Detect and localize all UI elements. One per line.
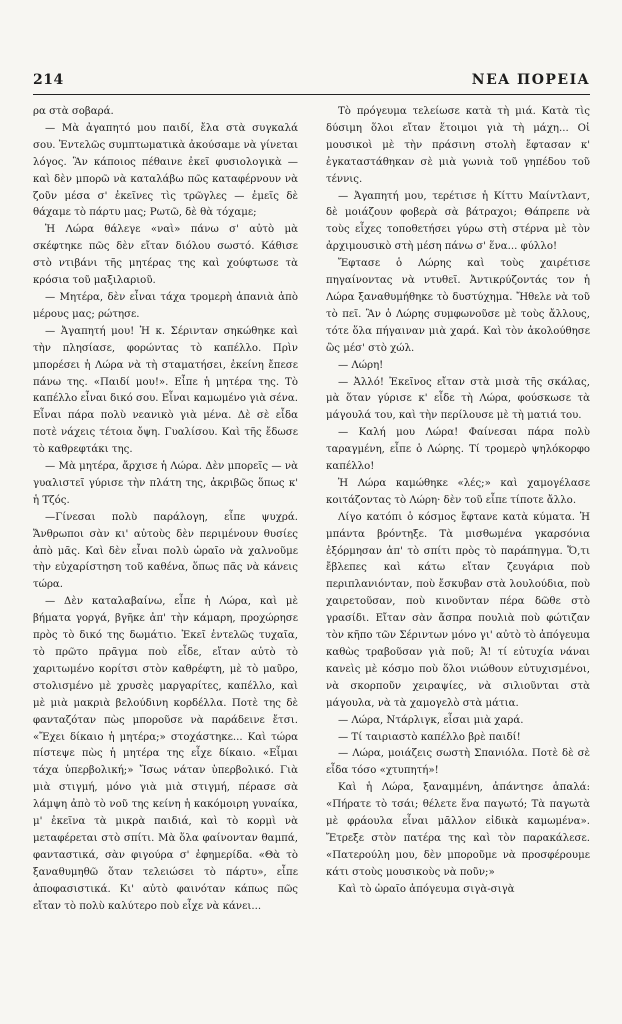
paragraph: — Μητέρα, δὲν εἶναι τάχα τρομερὴ ἀπανιὰ ἀπὸ μέρους μας; ρώτησε.	[33, 291, 298, 320]
paragraph: — Μὰ μητέρα, ἄρχισε ἡ Λώρα. Δὲν μπορεῖς — νὰ γυαλιστεῖ γύρισε τὴν πλάτη της, ἀκριβῶς ὅπως κ' ἡ Τζός.	[33, 461, 298, 506]
paragraph: — Ἀγαπητή μου, τερέτισε ἡ Κίττυ Μαίντλαντ, δὲ μοιάζουν φοβερὰ σὰ βάτραχοι; Θάπρεπε νὰ τοὺς εἶχες τοποθετήσει γύρω στὴ στέρνα μὲ τὸν ἀρχιμουσικὸ στὴ μέση πάνω σ' ἕνα... φύλλο!	[326, 190, 590, 253]
paragraph: — Δὲν καταλαβαίνω, εἶπε ἡ Λώρα, καὶ μὲ βήματα γοργά, βγῆκε ἀπ' τὴν κάμαρη, προχώρησε πρὸς τὸ δικό της δωμάτιο. Ἐκεῖ ἐντελῶς τυχαῖα, τὸ πρῶτο πρᾶγμα ποὺ εἶδε, εἴταν αὐτὸ τὸ χαριτωμένο κορίτσι στὸν καθρέφτη, μὲ τὸ μαῦρο, στολισμένο μὲ χρυσὲς μαργαρίτες, καπέλλο, καὶ μὲ μιὰ μακριὰ βελούδινη κορδέλλα. Ποτὲ της δὲ φανταζόταν πὼς μποροῦσε νὰ παράδεινε ἔτσι. «Ἔχει δίκαιο ἡ μητέρα;» στοχάστηκε... Καὶ τώρα πίστεψε πὼς ἡ μητέρα της εἶχε δίκαιο. «Εἶμαι τάχα ὑπερβολική;» Ἴσως νάταν ὑπερβολικό. Γιὰ μιὰ στιγμή, μόνο γιὰ μιὰ στιγμή, πέρασε σὰ λάμψη ἀπὸ τὸ νοῦ της κείνη ἡ κακόμοιρη γυναίκα, μ' ἐκεῖνα τὰ μικρὰ παιδιά, καὶ τὸ κορμὶ νὰ μεταφέρεται στὸ σπίτι. Μὰ ὅλα φαίνονταν θαμπά, φανταστικά, σὰν φιγούρα σ' ἐφημερίδα. «Θὰ τὸ ξαναθυμηθῶ ὅταν τελειώσει τὸ πάρτυ», εἶπε ἀποφασιστικά. Κι' αὐτὸ φαινόταν κάπως πῶς εἴταν τὸ πολὺ καλύτερο ποὺ εἶχε νὰ κάνει...	[33, 596, 298, 912]
page-number: 214	[33, 72, 64, 88]
paragraph: Καὶ ἡ Λώρα, ξαναμμένη, ἀπάντησε ἁπαλά: «Πήρατε τὸ τσάι; θέλετε ἕνα παγωτό; Τὰ παγωτὰ μὲ φράουλα εἶναι μᾶλλον εἰδικὰ καμωμένα». Ἔτρεξε στὸν πατέρα της καὶ τὸν παρακάλεσε. «Πατερούλη μου, δὲν μποροῦμε νὰ προσφέρουμε κάτι στοὺς μουσικοὺς νὰ ποῦν;»	[326, 782, 590, 878]
paragraph: Λίγο κατόπι ὁ κόσμος ἔφτανε κατὰ κύματα. Ἡ μπάντα βρόντηξε. Τὰ μισθωμένα γκαρσόνια ἐξόρμησαν ἀπ' τὸ σπίτι πρὸς τὸ παράπηγμα. Ὅ,τι ἔβλεπες καὶ κάτω εἴταν ζευγάρια ποὺ περιπλανιόνταν, ποὺ ἔσκυβαν στὰ λουλούδια, ποὺ χαιρετοῦσαν, ποὺ κινοῦνταν πέρα δῶθε στὸ γρασίδι. Εἴταν σὰν ἄσπρα πουλιὰ ποὺ φώτιζαν τὸν κῆπο τῶν Σέριντων μόνο γι' αὐτὸ τὸ ἀπόγευμα καθὼς τραβοῦσαν γιὰ ποῦ; Ἀ! τί εὐτυχία νάναι κανεὶς μὲ κόσμο ποὺ ὅλοι νιώθουν εὐτυχισμένοι, νὰ σκορποῦν χειραψίες, νὰ σιλιοῦνται στὰ μάγουλα, νὰ τὰ χαμογελὸ στὰ μάτια.	[326, 511, 590, 709]
paragraph: Ἔφτασε ὁ Λώρης καὶ τοὺς χαιρέτισε πηγαίνοντας νὰ ντυθεῖ. Ἀντικρύζοντάς τον ἡ Λώρα ξαναθυμήθηκε τὸ δυστύχημα. Ἤθελε νὰ τοῦ τὸ πεῖ. Ἂν ὁ Λώρης συμφωνοῦσε μὲ τοὺς ἄλλους, τότε ὅλα πήγαιναν μιὰ χαρά. Καὶ τὸν ἀκολούθησε ὣς μέσ' στὸ χώλ.	[326, 258, 590, 354]
running-head: ΝΕΑ ΠΟΡΕΙΑ	[471, 72, 590, 88]
paragraph: Ἡ Λώρα καμώθηκε «λές;» καὶ χαμογέλασε κοιτάζοντας τὸ Λώρη· δὲν τοῦ εἶπε τίποτε ἄλλο.	[326, 477, 590, 506]
paragraph: Ἡ Λώρα θάλεγε «ναὶ» πάνω σ' αὐτὸ μὰ σκέφτηκε πῶς δὲν εἴταν διόλου σωστό. Κάθισε στὸ ντιβάνι τῆς μητέρας της καὶ χούφτωσε τὰ κρόσια τοῦ μαξιλαριοῦ.	[33, 224, 298, 287]
paragraph: —Γίνεσαι πολὺ παράλογη, εἶπε ψυχρά. Ἄνθρωποι σὰν κι' αὐτοὺς δὲν περιμένουν θυσίες ἀπὸ μᾶς. Καὶ δὲν εἶναι πολὺ ὡραῖο νὰ χαλνοῦμε τὴν εὐχαρίστηση τοῦ καθένα, ὅπως πᾶς νὰ κάνεις τώρα.	[33, 511, 298, 591]
paragraph: — Μὰ ἀγαπητό μου παιδί, ἔλα στὰ συγκαλά σου. Ἐντελῶς συμπτωματικὰ ἀκούσαμε νὰ γίνεται λόγος. Ἂν κάποιος πέθαινε ἐκεῖ φυσιολογικὰ —καὶ δὲν μπορῶ νὰ καταλάβω πῶς καταφέρνουν νὰ ζοῦν μέσα σ' ἐκεῖνες τὶς τρῶγλες — ἐμεῖς δὲ θάχαμε τὸ πάρτυ μας; Ρωτῶ, δὲ θὰ τόχαμε;	[33, 122, 298, 219]
paragraph: — Ἀλλό! Ἐκεῖνος εἴταν στὰ μισὰ τῆς σκάλας, μὰ ὅταν γύρισε κ' εἶδε τὴ Λώρα, φούσκωσε τὰ μάγουλά του, καὶ τὴν περίλουσε μὲ τὴ ματιά του.	[326, 376, 590, 422]
paragraph: — Λώρη!	[338, 359, 384, 371]
page-header	[33, 72, 590, 95]
paragraph: — Ἀγαπητή μου! Ἡ κ. Σέρινταν σηκώθηκε καὶ τὴν πλησίασε, φορώντας τὸ καπέλλο. Πρὶν μπορέσει ἡ Λώρα νὰ τὴ σταματήσει, ἐκείνη ἔπεσε πάνω της. «Παιδί μου!». Εἶπε ἡ μητέρα της. Τὸ καπέλλο εἶναι δικό σου. Εἶναι καμωμένο γιὰ σένα. Εἶναι πάρα πολὺ νεανικὸ γιὰ μένα. Δὲ σὲ εἶδα ποτὲ νάχεις τέτοια ὄψη. Γυαλίσου. Καὶ τῆς ἔδωσε τὸ καθρεφτάκι της.	[33, 325, 298, 456]
left-text-column	[33, 104, 298, 994]
paragraph: — Λώρα, μοιάζεις σωστὴ Σπανιόλα. Ποτὲ δὲ σὲ εἶδα τόσο «χτυπητή»!	[326, 748, 590, 777]
paragraph: — Λώρα, Ντάρλιγκ, εἶσαι μιὰ χαρά.	[338, 714, 524, 726]
paragraph: Καὶ τὸ ὡραῖο ἀπόγευμα σιγὰ-σιγὰ	[338, 883, 515, 895]
paragraph: — Καλή μου Λώρα! Φαίνεσαι πάρα πολὺ ταραγμένη, εἶπε ὁ Λώρης. Τί τρομερὸ ψηλόκορφο καπέλλο!	[326, 427, 590, 473]
paragraph: Τὸ πρόγευμα τελείωσε κατὰ τὴ μιά. Κατὰ τὶς δύσιμη ὅλοι εἴταν ἕτοιμοι γιὰ τὴ μάχη... Οἱ μουσικοὶ μὲ τὴν πράσινη στολὴ ἔφτασαν κ' ἐγκαταστάθηκαν σὲ μιὰ γωνιὰ τοῦ γηπέδου τοῦ τέννις.	[326, 106, 590, 185]
paragraph: — Τί ταιριαστὸ καπέλλο βρὲ παιδί!	[338, 731, 521, 743]
paragraph: ρα στὰ σοβαρά.	[33, 106, 114, 117]
right-text-column	[326, 104, 590, 994]
